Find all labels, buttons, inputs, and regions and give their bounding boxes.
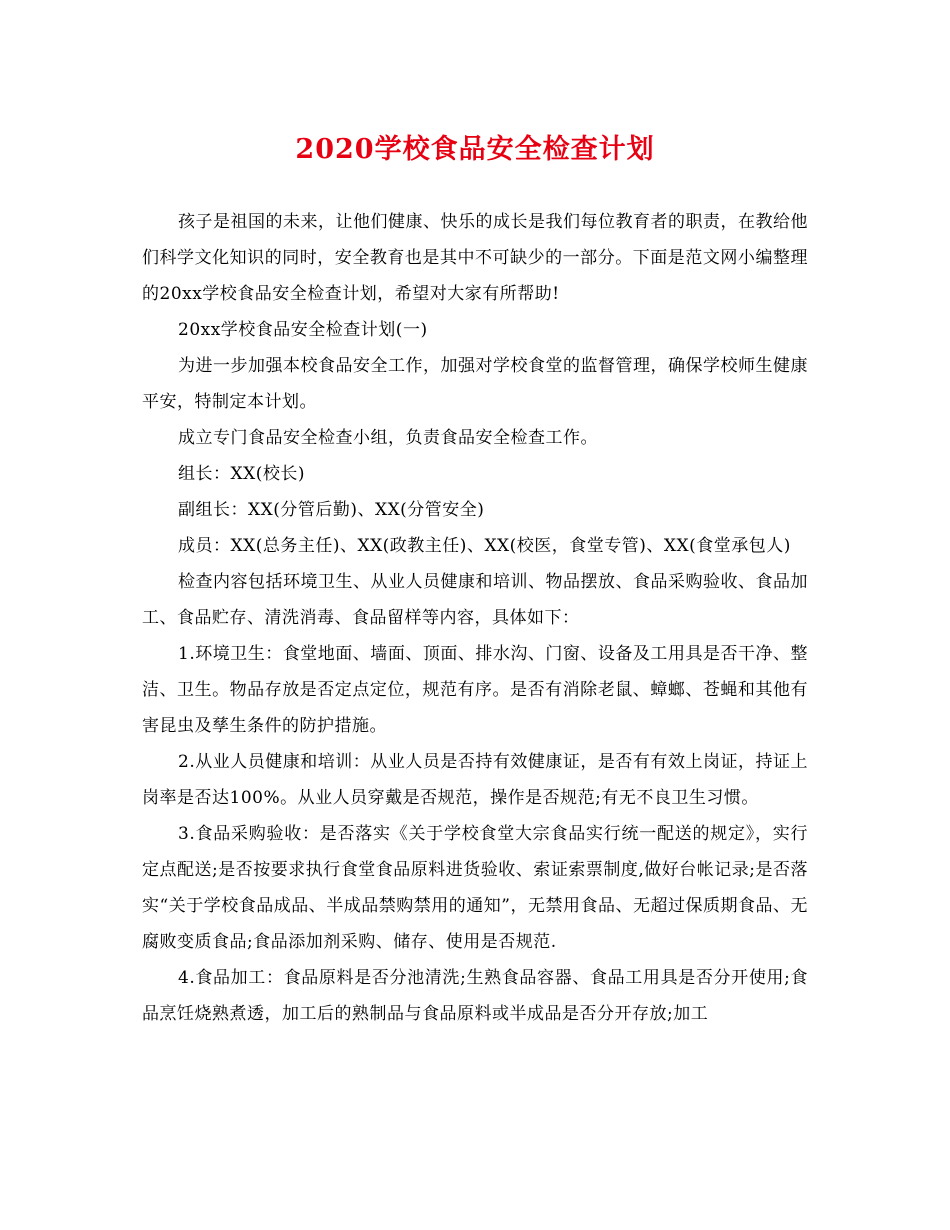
paragraph-deputy-leader: 副组长：XX(分管后勤)、XX(分管安全) [178,500,485,520]
document-body [142,204,808,1032]
paragraph-item-processing: 4.食品加工：食品原料是否分池清洗;生熟食品容器、食品工用具是否分开使用;食品烹饪烧熟煮透，加工后的熟制品与食品原料或半成品是否分开存放;加工 [142,968,808,1024]
paragraph-section-heading: 20xx学校食品安全检查计划(一) [178,320,428,340]
paragraph-team-leader: 组长：XX(校长) [178,464,305,484]
paragraph-item-staff: 2.从业人员健康和培训：从业人员是否持有效健康证，是否有有效上岗证，持证上岗率是否达100%。从业人员穿戴是否规范，操作是否规范;有无不良卫生习惯。 [142,752,808,808]
paragraph-intro: 孩子是祖国的未来，让他们健康、快乐的成长是我们每位教育者的职责，在教给他们科学文化知识的同时，安全教育也是其中不可缺少的一部分。下面是范文网小编整理的20xx学校食品安全检查计划，希望对大家有所帮助! [142,212,808,304]
paragraph-purpose: 为进一步加强本校食品安全工作，加强对学校食堂的监督管理，确保学校师生健康平安，特制定本计划。 [142,356,808,412]
paragraph-members: 成员：XX(总务主任)、XX(政教主任)、XX(校医，食堂专管)、XX(食堂承包人) [178,536,791,556]
paragraph-inspection-scope: 检查内容包括环境卫生、从业人员健康和培训、物品摆放、食品采购验收、食品加工、食品贮存、清洗消毒、食品留样等内容，具体如下： [142,572,808,628]
paragraph-item-environment: 1.环境卫生：食堂地面、墙面、顶面、排水沟、门窗、设备及工用具是否干净、整洁、卫生。物品存放是否定点定位，规范有序。是否有消除老鼠、蟑螂、苍蝇和其他有害昆虫及孳生条件的防护措施。 [142,644,808,736]
paragraph-team-setup: 成立专门食品安全检查小组，负责食品安全检查工作。 [178,428,598,448]
paragraph-item-procurement: 3.食品采购验收：是否落实《关于学校食堂大宗食品实行统一配送的规定》，实行定点配送;是否按要求执行食堂食品原料进货验收、索证索票制度,做好台帐记录;是否落实“关于学校食品成品、半成品禁购禁用的通知”，无禁用食品、无超过保质期食品、无腐败变质食品;食品添加剂采购、储存、使用是否规范. [142,824,808,952]
document-title: 2020学校食品安全检查计划 [295,134,655,165]
